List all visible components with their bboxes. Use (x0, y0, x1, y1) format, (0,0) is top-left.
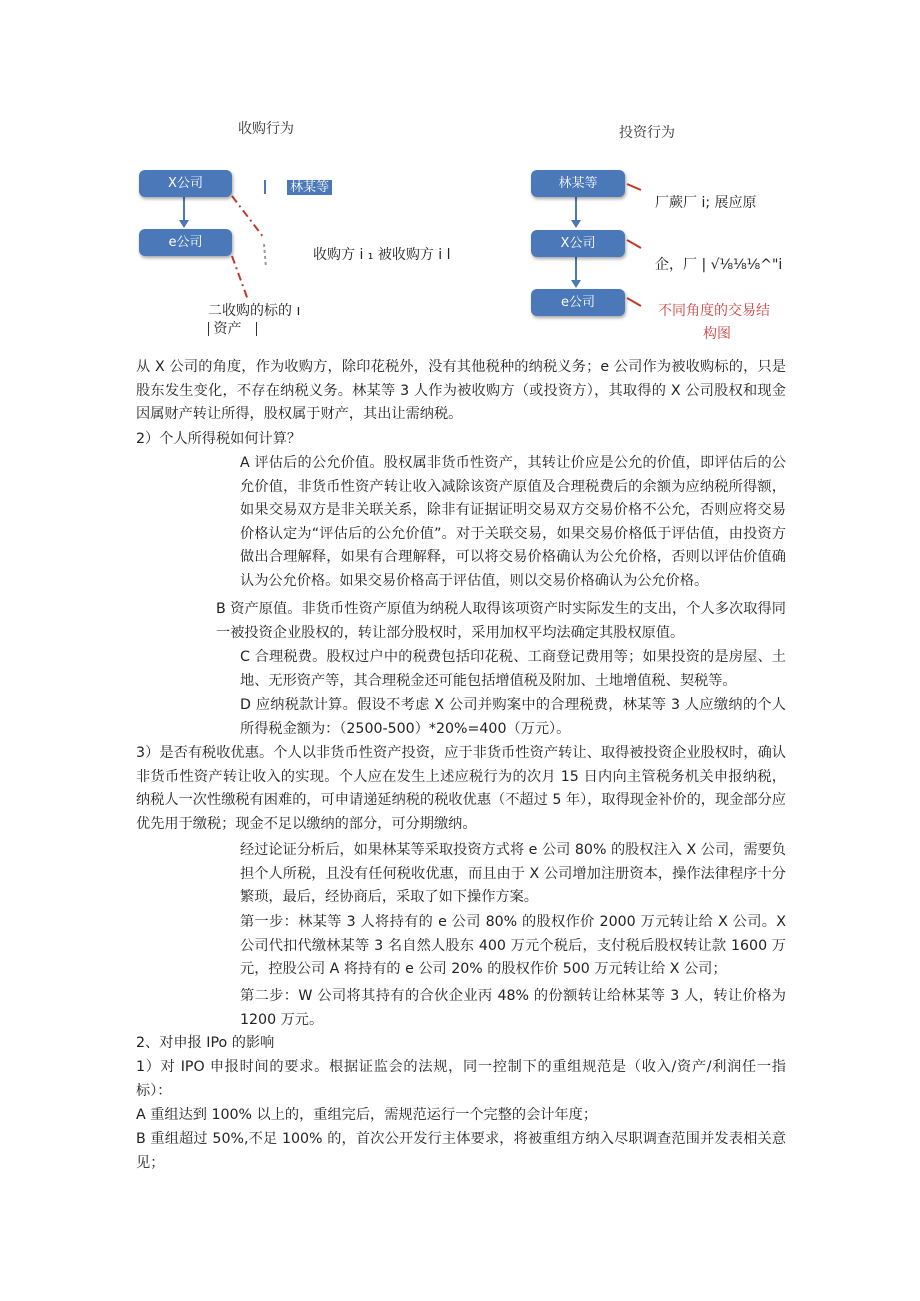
paragraph-tax-incentive: 3）是否有税收优惠。个人以非货币性资产投资，应于非货币性资产转让、取得被投资企业股权时，确认非货币性资产转让收入的实现。个人应在发生上述应税行为的次月 15 日内向主管税务机关申报纳税，纳税人一次性缴税有困难的，可申请递延纳税的税收优惠（不超过 5 年），取得现金补价的，现金部分应优先用于缴税；现金不足以缴纳的部分，可分期缴纳。 (136, 745, 786, 832)
paragraph-analysis: 经过论证分析后，如果林某等采取投资方式将 e 公司 80% 的股权注入 X 公司，需要负担个人所税，且没有任何税收优惠，而且由于 X 公司增加注册资本，操作法律程序十分繁琐，最后，经协商后，采取了如下操作方案。 (240, 842, 786, 905)
paragraph-reasonable-taxes: C 合理税费。股权过户中的税费包括印花税、工商登记费用等；如果投资的是房屋、土地、无形资产等，其合理税金还可能包括增值税及附加、土地增值税、契税等。 (240, 649, 786, 689)
paragraph-restructure-100: A 重组达到 100% 以上的，重组完后，需规范运行一个完整的会计年度； (136, 1107, 598, 1123)
box-e-company-right: e公司 (531, 289, 625, 316)
box-x-company-left: X公司 (139, 170, 232, 197)
right-side-text-1: 厂蕨厂 i; 展应原 (655, 195, 757, 211)
target-asset-label: 资产 (213, 321, 242, 337)
right-side-text-2: 企，厂 | √⅛⅛⅛^"i (655, 257, 783, 273)
paragraph-ipo-timing: 1）对 IPO 申报时间的要求。根据证监会的法规，同一控制下的重组规范是（收入/资产/利润任一指标）： (136, 1059, 786, 1099)
box-e-company-left: e公司 (139, 229, 232, 256)
structure-caption-line1: 不同角度的交易结 (658, 303, 770, 319)
structure-caption-line2: 构图 (703, 326, 731, 342)
lin-label: 林某等 (287, 180, 332, 195)
diagram-left-title: 收购行为 (238, 121, 294, 137)
heading-income-tax-calc: 2）个人所得税如何计算？ (136, 431, 302, 447)
paragraph-step-one: 第一步：林某等 3 人将持有的 e 公司 80% 的股权作价 2000 万元转让给 X 公司。X 公司代扣代缴林某等 3 名自然人股东 400 万元个税后，支付税后股权转让款 1600 万元，控股公司 A 将持有的 e 公司 20% 的股权作价 500 万元转让给 X 公司； (240, 914, 786, 977)
target-text-line1: 二收购的标的 ı (208, 303, 301, 319)
paragraph-x-company-perspective: 从 X 公司的角度，作为收购方，除印花税外，没有其他税种的纳税义务；e 公司作为被收购标的，只是股东发生变化，不存在纳税义务。林某等 3 人作为被收购方（或投资方），其取得的 X 公司股权和现金因属财产转让所得，股权属于财产，其出让需纳税。 (136, 359, 786, 422)
marker-bar (208, 322, 209, 336)
paragraph-restructure-50: B 重组超过 50%,不足 100% 的，首次公开发行主体要求，将被重组方纳入尽职调查范围并发表相关意见； (136, 1131, 786, 1171)
paragraph-step-two: 第二步：W 公司将其持有的合伙企业丙 48% 的份额转让给林某等 3 人，转让价格为 1200 万元。 (240, 988, 786, 1028)
heading-ipo-impact: 2、对申报 IPo 的影响 (136, 1035, 275, 1051)
target-text-line2 (208, 318, 257, 338)
acquirer-text: 收购方 i ₁ 被收购方 i l (313, 247, 451, 263)
box-x-company-right: X公司 (531, 230, 625, 257)
paragraph-original-value: B 资产原值。非货币性资产原值为纳税人取得该项资产时实际发生的支出，个人多次取得同一被投资企业股权的，转让部分股权时，采用加权平均法确定其股权原值。 (216, 601, 786, 641)
paragraph-fair-value: A 评估后的公允价值。股权属非货币性资产，其转让价应是公允的价值，即评估后的公允价值，非货币性资产转让收入减除该资产原值及合理税费后的余额为应纳税所得额，如果交易双方是非关联关系，除非有证据证明交易双方交易价格不公允，否则应将交易价格认定为“评估后的公允价值”。对于关联交易，如果交易价格低于评估值，由投资方做出合理解释，如果有合理解释，可以将交易价格确认为公允价格，否则以评估价值确认为公允价格。如果交易价格高于评估值，则以交易价格确认为公允价格。 (240, 455, 786, 589)
marker-bar (256, 322, 257, 336)
marker-bar (264, 180, 266, 194)
diagram-right-title: 投资行为 (619, 125, 675, 141)
paragraph-tax-calculation: D 应纳税款计算。假设不考虑 X 公司并购案中的合理税费，林某等 3 人应缴纳的个人所得税金额为：（2500-500）*20%=400（万元）。 (240, 697, 786, 737)
box-lin-right: 林某等 (531, 170, 625, 197)
lin-label-group (264, 176, 332, 197)
